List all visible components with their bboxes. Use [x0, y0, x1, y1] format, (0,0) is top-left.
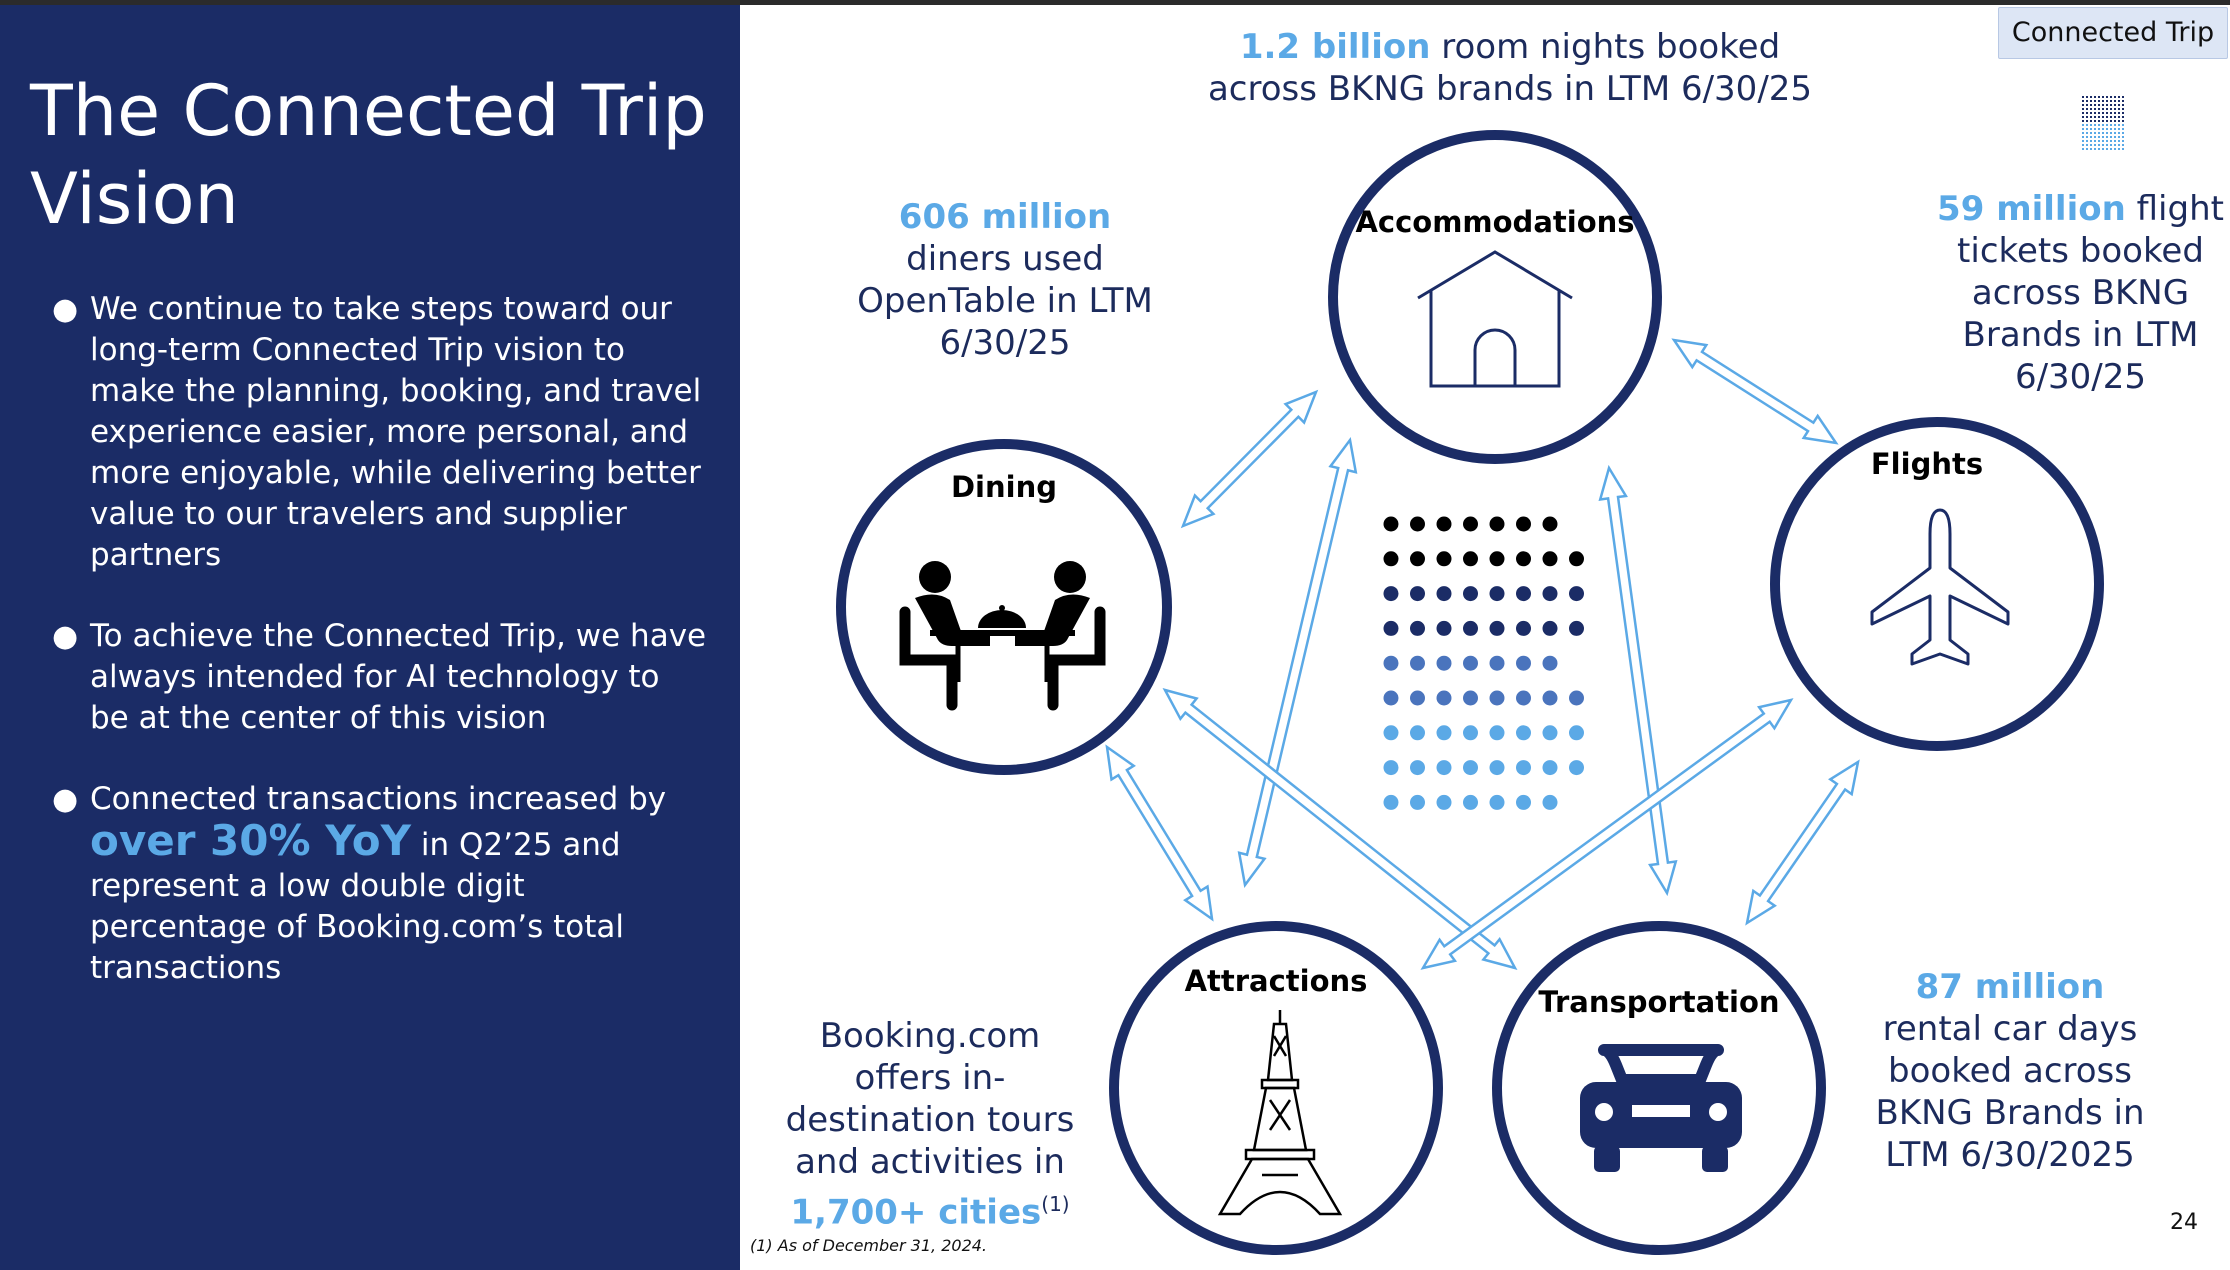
matrix-dot [1437, 621, 1452, 636]
grid-dot [2082, 100, 2084, 102]
matrix-dot [1437, 725, 1452, 740]
matrix-dot [1543, 586, 1558, 601]
grid-dot [2094, 96, 2096, 98]
matrix-dot [1437, 656, 1452, 671]
node-dining [841, 444, 1167, 770]
grid-dot [2090, 144, 2092, 146]
node-label: Accommodations [1355, 205, 1635, 239]
grid-dot [2118, 148, 2120, 150]
grid-dot [2086, 104, 2088, 106]
bullet-dot-icon: ● [52, 292, 79, 327]
matrix-dot [1463, 760, 1478, 775]
stat-flights [1928, 188, 2230, 398]
grid-dot [2118, 120, 2120, 122]
matrix-dot [1543, 760, 1558, 775]
grid-dot [2118, 144, 2120, 146]
grid-dot [2110, 124, 2112, 126]
grid-dot [2102, 96, 2104, 98]
node-flights [1775, 422, 2099, 746]
grid-dot [2110, 144, 2112, 146]
grid-dot [2122, 116, 2124, 118]
grid-dot [2114, 96, 2116, 98]
matrix-dot [1463, 621, 1478, 636]
grid-dot [2106, 144, 2108, 146]
matrix-dot [1569, 586, 1584, 601]
grid-dot [2082, 116, 2084, 118]
matrix-dot [1384, 621, 1399, 636]
matrix-dot [1437, 551, 1452, 566]
double-arrow-icon [1107, 747, 1212, 919]
grid-dot [2090, 148, 2092, 150]
grid-dot [2094, 148, 2096, 150]
grid-dot [2102, 144, 2104, 146]
grid-dot [2114, 140, 2116, 142]
grid-dot [2122, 112, 2124, 114]
grid-dot [2090, 120, 2092, 122]
grid-dot [2090, 104, 2092, 106]
grid-dot [2106, 100, 2108, 102]
grid-dot [2090, 108, 2092, 110]
grid-dot [2110, 100, 2112, 102]
grid-dot [2122, 96, 2124, 98]
grid-dot [2122, 108, 2124, 110]
grid-dot [2082, 148, 2084, 150]
node-transportation [1497, 926, 1821, 1250]
grid-dot [2086, 112, 2088, 114]
grid-dot [2102, 128, 2104, 130]
matrix-dot [1463, 691, 1478, 706]
stat-text: Booking.com offers in-destination tours and activities in [785, 1016, 1075, 1182]
grid-dot [2114, 104, 2116, 106]
grid-dot [2102, 132, 2104, 134]
grid-dot [2122, 104, 2124, 106]
grid-dot [2098, 136, 2100, 138]
grid-dot [2106, 136, 2108, 138]
grid-dot [2122, 124, 2124, 126]
matrix-dot [1516, 551, 1531, 566]
grid-dot [2086, 124, 2088, 126]
grid-dot [2094, 116, 2096, 118]
stat-highlight: 606 million [898, 197, 1112, 237]
grid-dot [2094, 100, 2096, 102]
matrix-dot [1490, 656, 1505, 671]
node-accommodations [1333, 135, 1657, 459]
grid-dot [2122, 128, 2124, 130]
grid-dot [2114, 116, 2116, 118]
grid-dot [2098, 108, 2100, 110]
matrix-dot [1463, 517, 1478, 532]
grid-dot [2114, 120, 2116, 122]
grid-dot [2086, 116, 2088, 118]
matrix-dot [1463, 656, 1478, 671]
grid-dot [2110, 112, 2112, 114]
matrix-dot [1410, 691, 1425, 706]
matrix-dot [1384, 551, 1399, 566]
grid-dot [2090, 116, 2092, 118]
grid-dot [2118, 124, 2120, 126]
grid-dot [2086, 136, 2088, 138]
stat-accommodations [1180, 26, 1840, 110]
grid-dot [2118, 108, 2120, 110]
page-number: 24 [2170, 1210, 2198, 1235]
bullet-text: To achieve the Connected Trip, we have always intended for AI technology to be at the center of this vision [90, 618, 707, 736]
grid-dot [2086, 108, 2088, 110]
grid-dot [2082, 124, 2084, 126]
grid-dot [2082, 144, 2084, 146]
matrix-dot [1543, 691, 1558, 706]
matrix-dot [1569, 760, 1584, 775]
bullet-dot-icon: ● [52, 619, 79, 654]
grid-dot [2082, 104, 2084, 106]
grid-dot [2090, 124, 2092, 126]
grid-dot [2118, 116, 2120, 118]
grid-dot [2110, 104, 2112, 106]
grid-dot [2094, 104, 2096, 106]
grid-dot [2118, 104, 2120, 106]
grid-dot [2082, 128, 2084, 130]
grid-dot [2110, 128, 2112, 130]
matrix-dot [1437, 760, 1452, 775]
grid-dot [2114, 128, 2116, 130]
matrix-dot [1569, 725, 1584, 740]
grid-dot [2098, 100, 2100, 102]
matrix-dot [1543, 725, 1558, 740]
stat-text: room nights booked across BKNG brands in LTM 6/30/25 [1207, 27, 1813, 109]
matrix-dot [1410, 551, 1425, 566]
matrix-dot [1410, 725, 1425, 740]
grid-dot [2098, 96, 2100, 98]
grid-dot [2094, 120, 2096, 122]
node-label: Flights [1870, 447, 1984, 481]
grid-dot [2114, 136, 2116, 138]
double-arrow-icon [1423, 700, 1791, 968]
matrix-dot [1410, 621, 1425, 636]
matrix-dot [1437, 795, 1452, 810]
double-arrow-icon [1165, 690, 1515, 968]
grid-dot [2118, 128, 2120, 130]
matrix-dot [1490, 725, 1505, 740]
grid-dot [2094, 108, 2096, 110]
grid-dot [2110, 136, 2112, 138]
grid-dot [2082, 140, 2084, 142]
double-arrow-icon [1239, 440, 1356, 885]
matrix-dot [1516, 760, 1531, 775]
grid-dot [2110, 120, 2112, 122]
grid-dot [2090, 96, 2092, 98]
bullet-dot-icon: ● [52, 782, 79, 817]
matrix-dot [1569, 621, 1584, 636]
matrix-dot [1516, 517, 1531, 532]
grid-dot [2086, 132, 2088, 134]
grid-dot [2086, 120, 2088, 122]
stat-highlight: 59 million [1937, 189, 2126, 229]
grid-dot [2114, 112, 2116, 114]
matrix-dot [1490, 795, 1505, 810]
grid-dot [2094, 128, 2096, 130]
grid-dot [2122, 140, 2124, 142]
matrix-dot [1543, 621, 1558, 636]
grid-dot [2094, 132, 2096, 134]
stat-highlight: 1,700+ cities [790, 1192, 1042, 1233]
grid-dot [2098, 116, 2100, 118]
grid-dot [2098, 124, 2100, 126]
grid-dot [2098, 148, 2100, 150]
grid-dot [2082, 112, 2084, 114]
matrix-dot [1410, 517, 1425, 532]
matrix-dot [1384, 760, 1399, 775]
grid-dot [2102, 100, 2104, 102]
grid-dot [2110, 116, 2112, 118]
matrix-dot [1437, 586, 1452, 601]
grid-dot [2098, 120, 2100, 122]
matrix-dot [1516, 725, 1531, 740]
grid-dot [2082, 108, 2084, 110]
bullet-text: Connected transactions increased by [90, 781, 667, 817]
matrix-dot [1437, 691, 1452, 706]
grid-dot [2094, 136, 2096, 138]
grid-dot [2122, 132, 2124, 134]
matrix-dot [1384, 691, 1399, 706]
grid-dot [2102, 104, 2104, 106]
grid-dot [2086, 140, 2088, 142]
bullet-highlight: over 30% YoY [90, 816, 412, 865]
grid-dot [2106, 120, 2108, 122]
grid-dot [2098, 132, 2100, 134]
grid-dot [2122, 100, 2124, 102]
matrix-dot [1543, 551, 1558, 566]
grid-dot [2106, 104, 2108, 106]
matrix-dot [1463, 795, 1478, 810]
matrix-dot [1490, 586, 1505, 601]
grid-dot [2102, 140, 2104, 142]
matrix-dot [1384, 795, 1399, 810]
matrix-dot [1516, 586, 1531, 601]
matrix-dot [1384, 725, 1399, 740]
grid-dot [2102, 148, 2104, 150]
grid-dot [2106, 132, 2108, 134]
grid-dot [2122, 120, 2124, 122]
grid-dot [2114, 124, 2116, 126]
grid-dot [2102, 136, 2104, 138]
grid-dot [2094, 140, 2096, 142]
matrix-dot [1490, 517, 1505, 532]
grid-dot [2102, 120, 2104, 122]
grid-dot [2086, 148, 2088, 150]
grid-dot [2106, 108, 2108, 110]
matrix-dot [1516, 795, 1531, 810]
matrix-dot [1490, 621, 1505, 636]
grid-dot [2110, 96, 2112, 98]
grid-dot [2094, 112, 2096, 114]
grid-dot [2106, 112, 2108, 114]
footnote-marker: (1) [1041, 1192, 1070, 1216]
decorative-dot-grid-icon [2082, 96, 2124, 150]
matrix-dot [1410, 760, 1425, 775]
double-arrow-icon [1747, 762, 1858, 923]
matrix-dot [1569, 551, 1584, 566]
grid-dot [2102, 112, 2104, 114]
matrix-dot [1490, 691, 1505, 706]
grid-dot [2114, 148, 2116, 150]
grid-dot [2122, 148, 2124, 150]
matrix-dot [1490, 760, 1505, 775]
stat-highlight: 87 million [1915, 967, 2105, 1007]
bullet-text: We continue to take steps toward our long-term Connected Trip vision to make the planning, booking, and travel experience easier, more personal, and more enjoyable, while delivering better value to our travelers and supplier partners [90, 291, 702, 573]
stat-dining [850, 196, 1160, 364]
grid-dot [2122, 144, 2124, 146]
grid-dot [2094, 144, 2096, 146]
node-attractions [1114, 926, 1438, 1250]
grid-dot [2090, 128, 2092, 130]
grid-dot [2118, 112, 2120, 114]
matrix-dot [1410, 656, 1425, 671]
grid-dot [2098, 112, 2100, 114]
grid-dot [2110, 140, 2112, 142]
center-dot-matrix-icon [1384, 517, 1585, 810]
double-arrow-icon [1674, 340, 1836, 443]
grid-dot [2106, 140, 2108, 142]
grid-dot [2106, 96, 2108, 98]
node-label: Attractions [1184, 964, 1368, 998]
grid-dot [2086, 96, 2088, 98]
matrix-dot [1463, 551, 1478, 566]
matrix-dot [1543, 656, 1558, 671]
grid-dot [2122, 136, 2124, 138]
matrix-dot [1437, 517, 1452, 532]
grid-dot [2090, 136, 2092, 138]
stat-highlight: 1.2 billion [1239, 27, 1431, 67]
grid-dot [2118, 140, 2120, 142]
matrix-dot [1384, 586, 1399, 601]
footnote: (1) As of December 31, 2024. [750, 1236, 988, 1255]
matrix-dot [1384, 656, 1399, 671]
grid-dot [2082, 120, 2084, 122]
matrix-dot [1410, 795, 1425, 810]
grid-dot [2102, 124, 2104, 126]
grid-dot [2114, 144, 2116, 146]
grid-dot [2102, 116, 2104, 118]
stat-transportation [1865, 966, 2155, 1176]
grid-dot [2090, 132, 2092, 134]
grid-dot [2098, 128, 2100, 130]
grid-dot [2082, 132, 2084, 134]
grid-dot [2114, 100, 2116, 102]
grid-dot [2082, 136, 2084, 138]
matrix-dot [1569, 691, 1584, 706]
grid-dot [2118, 96, 2120, 98]
stat-attractions [770, 1015, 1090, 1233]
matrix-dot [1410, 586, 1425, 601]
bullet-text: in Q2’25 and represent a low double digit percentage of Booking.com’s total transactions [90, 827, 624, 986]
matrix-dot [1516, 656, 1531, 671]
double-arrow-icon [1183, 392, 1316, 526]
matrix-dot [1516, 691, 1531, 706]
node-label: Transportation [1538, 985, 1780, 1019]
grid-dot [2118, 136, 2120, 138]
matrix-dot [1463, 586, 1478, 601]
stat-text: flight tickets booked across BKNG Brands in LTM 6/30/25 [1957, 189, 2224, 397]
grid-dot [2106, 116, 2108, 118]
grid-dot [2086, 100, 2088, 102]
grid-dot [2110, 132, 2112, 134]
matrix-dot [1384, 517, 1399, 532]
grid-dot [2110, 148, 2112, 150]
stat-text: diners used OpenTable in LTM 6/30/25 [857, 239, 1153, 363]
matrix-dot [1543, 795, 1558, 810]
section-tag: Connected Trip [1998, 7, 2228, 59]
matrix-dot [1516, 621, 1531, 636]
node-label: Dining [950, 470, 1058, 504]
grid-dot [2114, 132, 2116, 134]
stat-text: rental car days booked across BKNG Brands in LTM 6/30/2025 [1875, 1009, 2145, 1175]
grid-dot [2086, 144, 2088, 146]
grid-dot [2094, 124, 2096, 126]
grid-dot [2102, 108, 2104, 110]
matrix-dot [1463, 725, 1478, 740]
matrix-dot [1490, 551, 1505, 566]
grid-dot [2114, 108, 2116, 110]
grid-dot [2098, 144, 2100, 146]
grid-dot [2118, 100, 2120, 102]
grid-dot [2106, 128, 2108, 130]
grid-dot [2106, 124, 2108, 126]
grid-dot [2110, 108, 2112, 110]
grid-dot [2090, 100, 2092, 102]
grid-dot [2082, 96, 2084, 98]
grid-dot [2098, 140, 2100, 142]
grid-dot [2086, 128, 2088, 130]
grid-dot [2118, 132, 2120, 134]
grid-dot [2098, 104, 2100, 106]
matrix-dot [1543, 517, 1558, 532]
grid-dot [2090, 140, 2092, 142]
grid-dot [2090, 112, 2092, 114]
slide-title: The Connected Trip Vision [30, 70, 707, 240]
grid-dot [2106, 148, 2108, 150]
